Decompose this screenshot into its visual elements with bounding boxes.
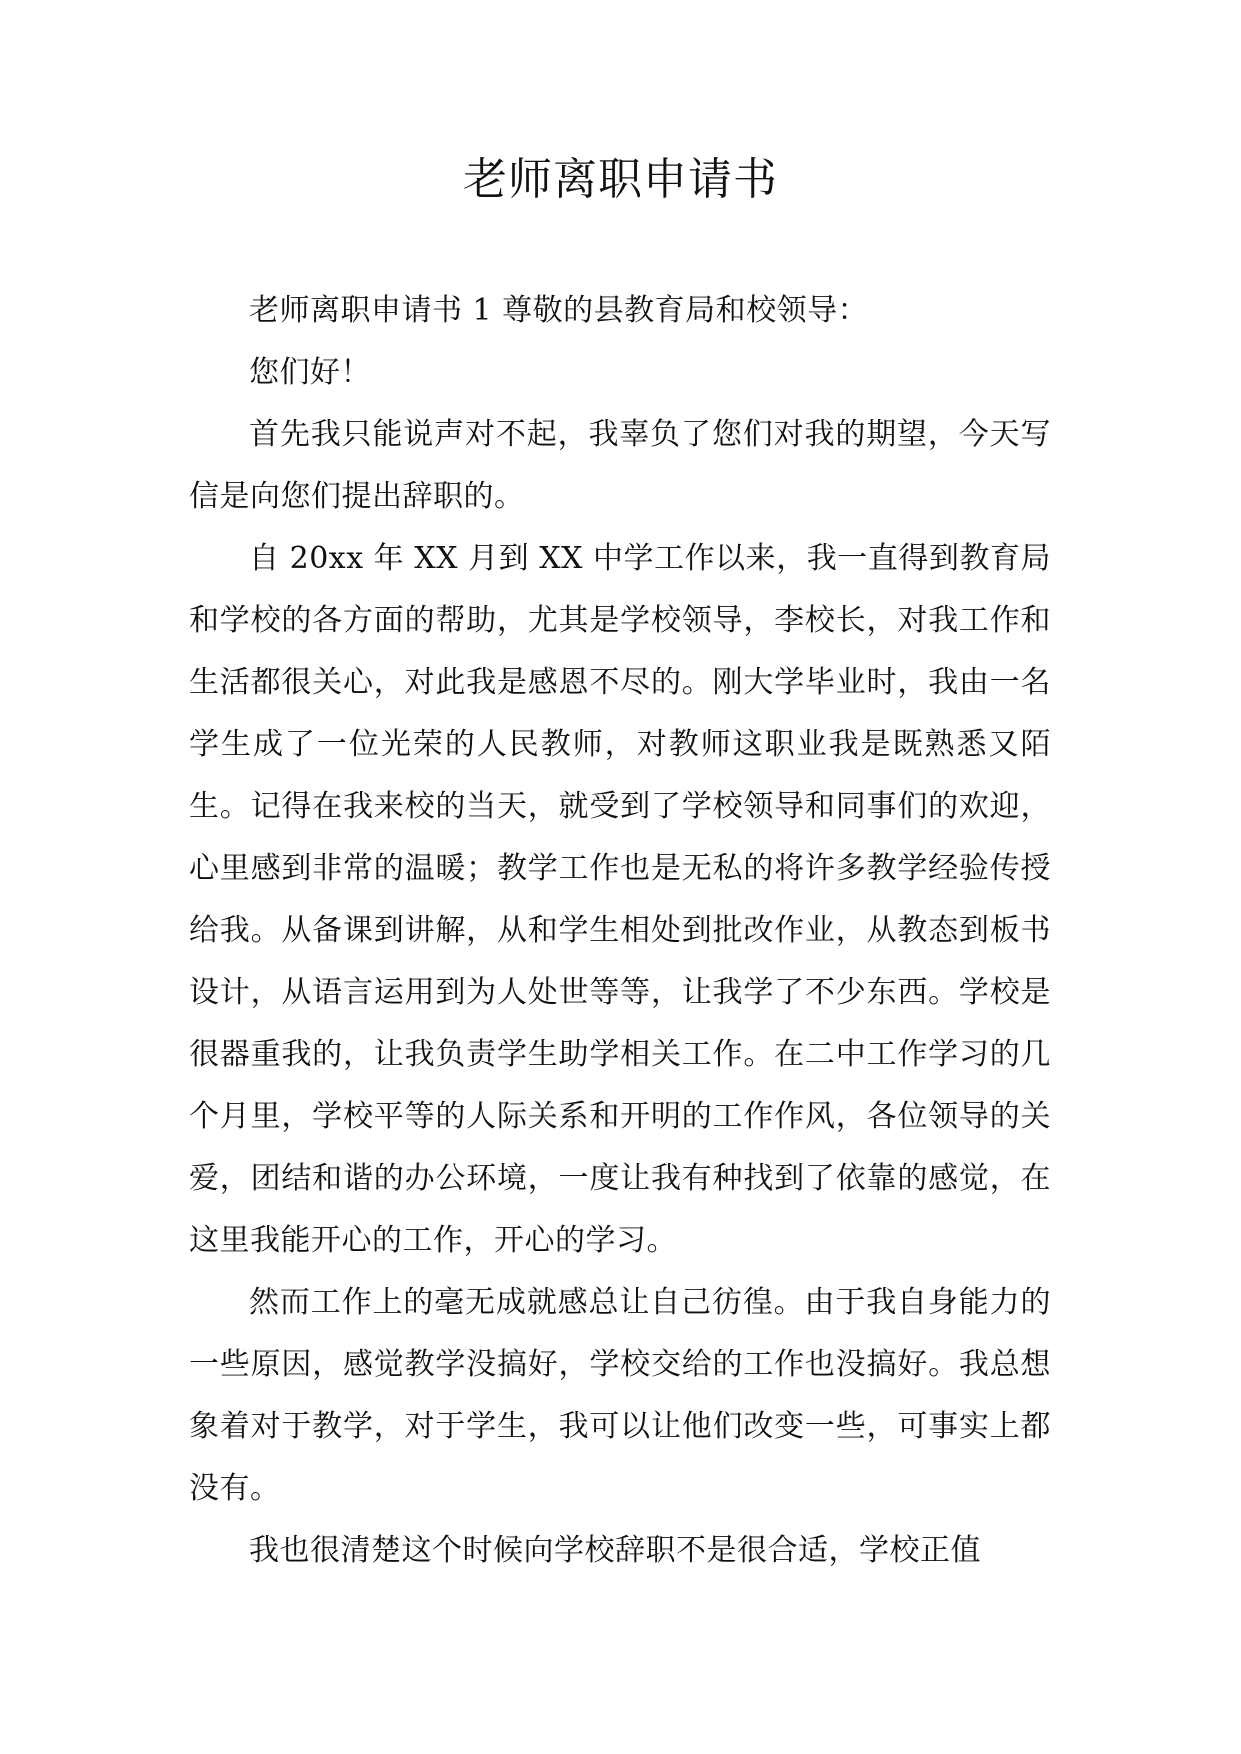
document-body bbox=[189, 280, 1051, 1582]
document-title: 老师离职申请书 bbox=[463, 154, 778, 205]
paragraph-salutation: 老师离职申请书 1 尊敬的县教育局和校领导： bbox=[249, 293, 869, 328]
paragraph-timing: 我也很清楚这个时候向学校辞职不是很合适，学校正值 bbox=[249, 1533, 981, 1568]
paragraph-apology: 首先我只能说声对不起，我辜负了您们对我的期望，今天写信是向您们提出辞职的。 bbox=[189, 417, 1051, 514]
paragraph-greeting: 您们好！ bbox=[249, 355, 371, 390]
paragraph-reason: 然而工作上的毫无成就感总让自己彷徨。由于我自身能力的一些原因，感觉教学没搞好，学校交给的工作也没搞好。我总想象着对于教学，对于学生，我可以让他们改变一些，可事实上都没有。 bbox=[189, 1285, 1051, 1506]
paragraph-work-history: 自 20xx 年 XX 月到 XX 中学工作以来，我一直得到教育局和学校的各方面的帮助，尤其是学校领导，李校长，对我工作和生活都很关心，对此我是感恩不尽的。刚大学毕业时，我由一名学生成了一位光荣的人民教师，对教师这职业我是既熟悉又陌生。记得在我来校的当天，就受到了学校领导和同事们的欢迎，心里感到非常的温暖；教学工作也是无私的将许多教学经验传授给我。从备课到讲解，从和学生相处到批改作业，从教态到板书设计，从语言运用到为人处世等等，让我学了不少东西。学校是很器重我的，让我负责学生助学相关工作。在二中工作学习的几个月里，学校平等的人际关系和开明的工作作风，各位领导的关爱，团结和谐的办公环境，一度让我有种找到了依靠的感觉，在这里我能开心的工作，开心的学习。 bbox=[189, 541, 1051, 1258]
